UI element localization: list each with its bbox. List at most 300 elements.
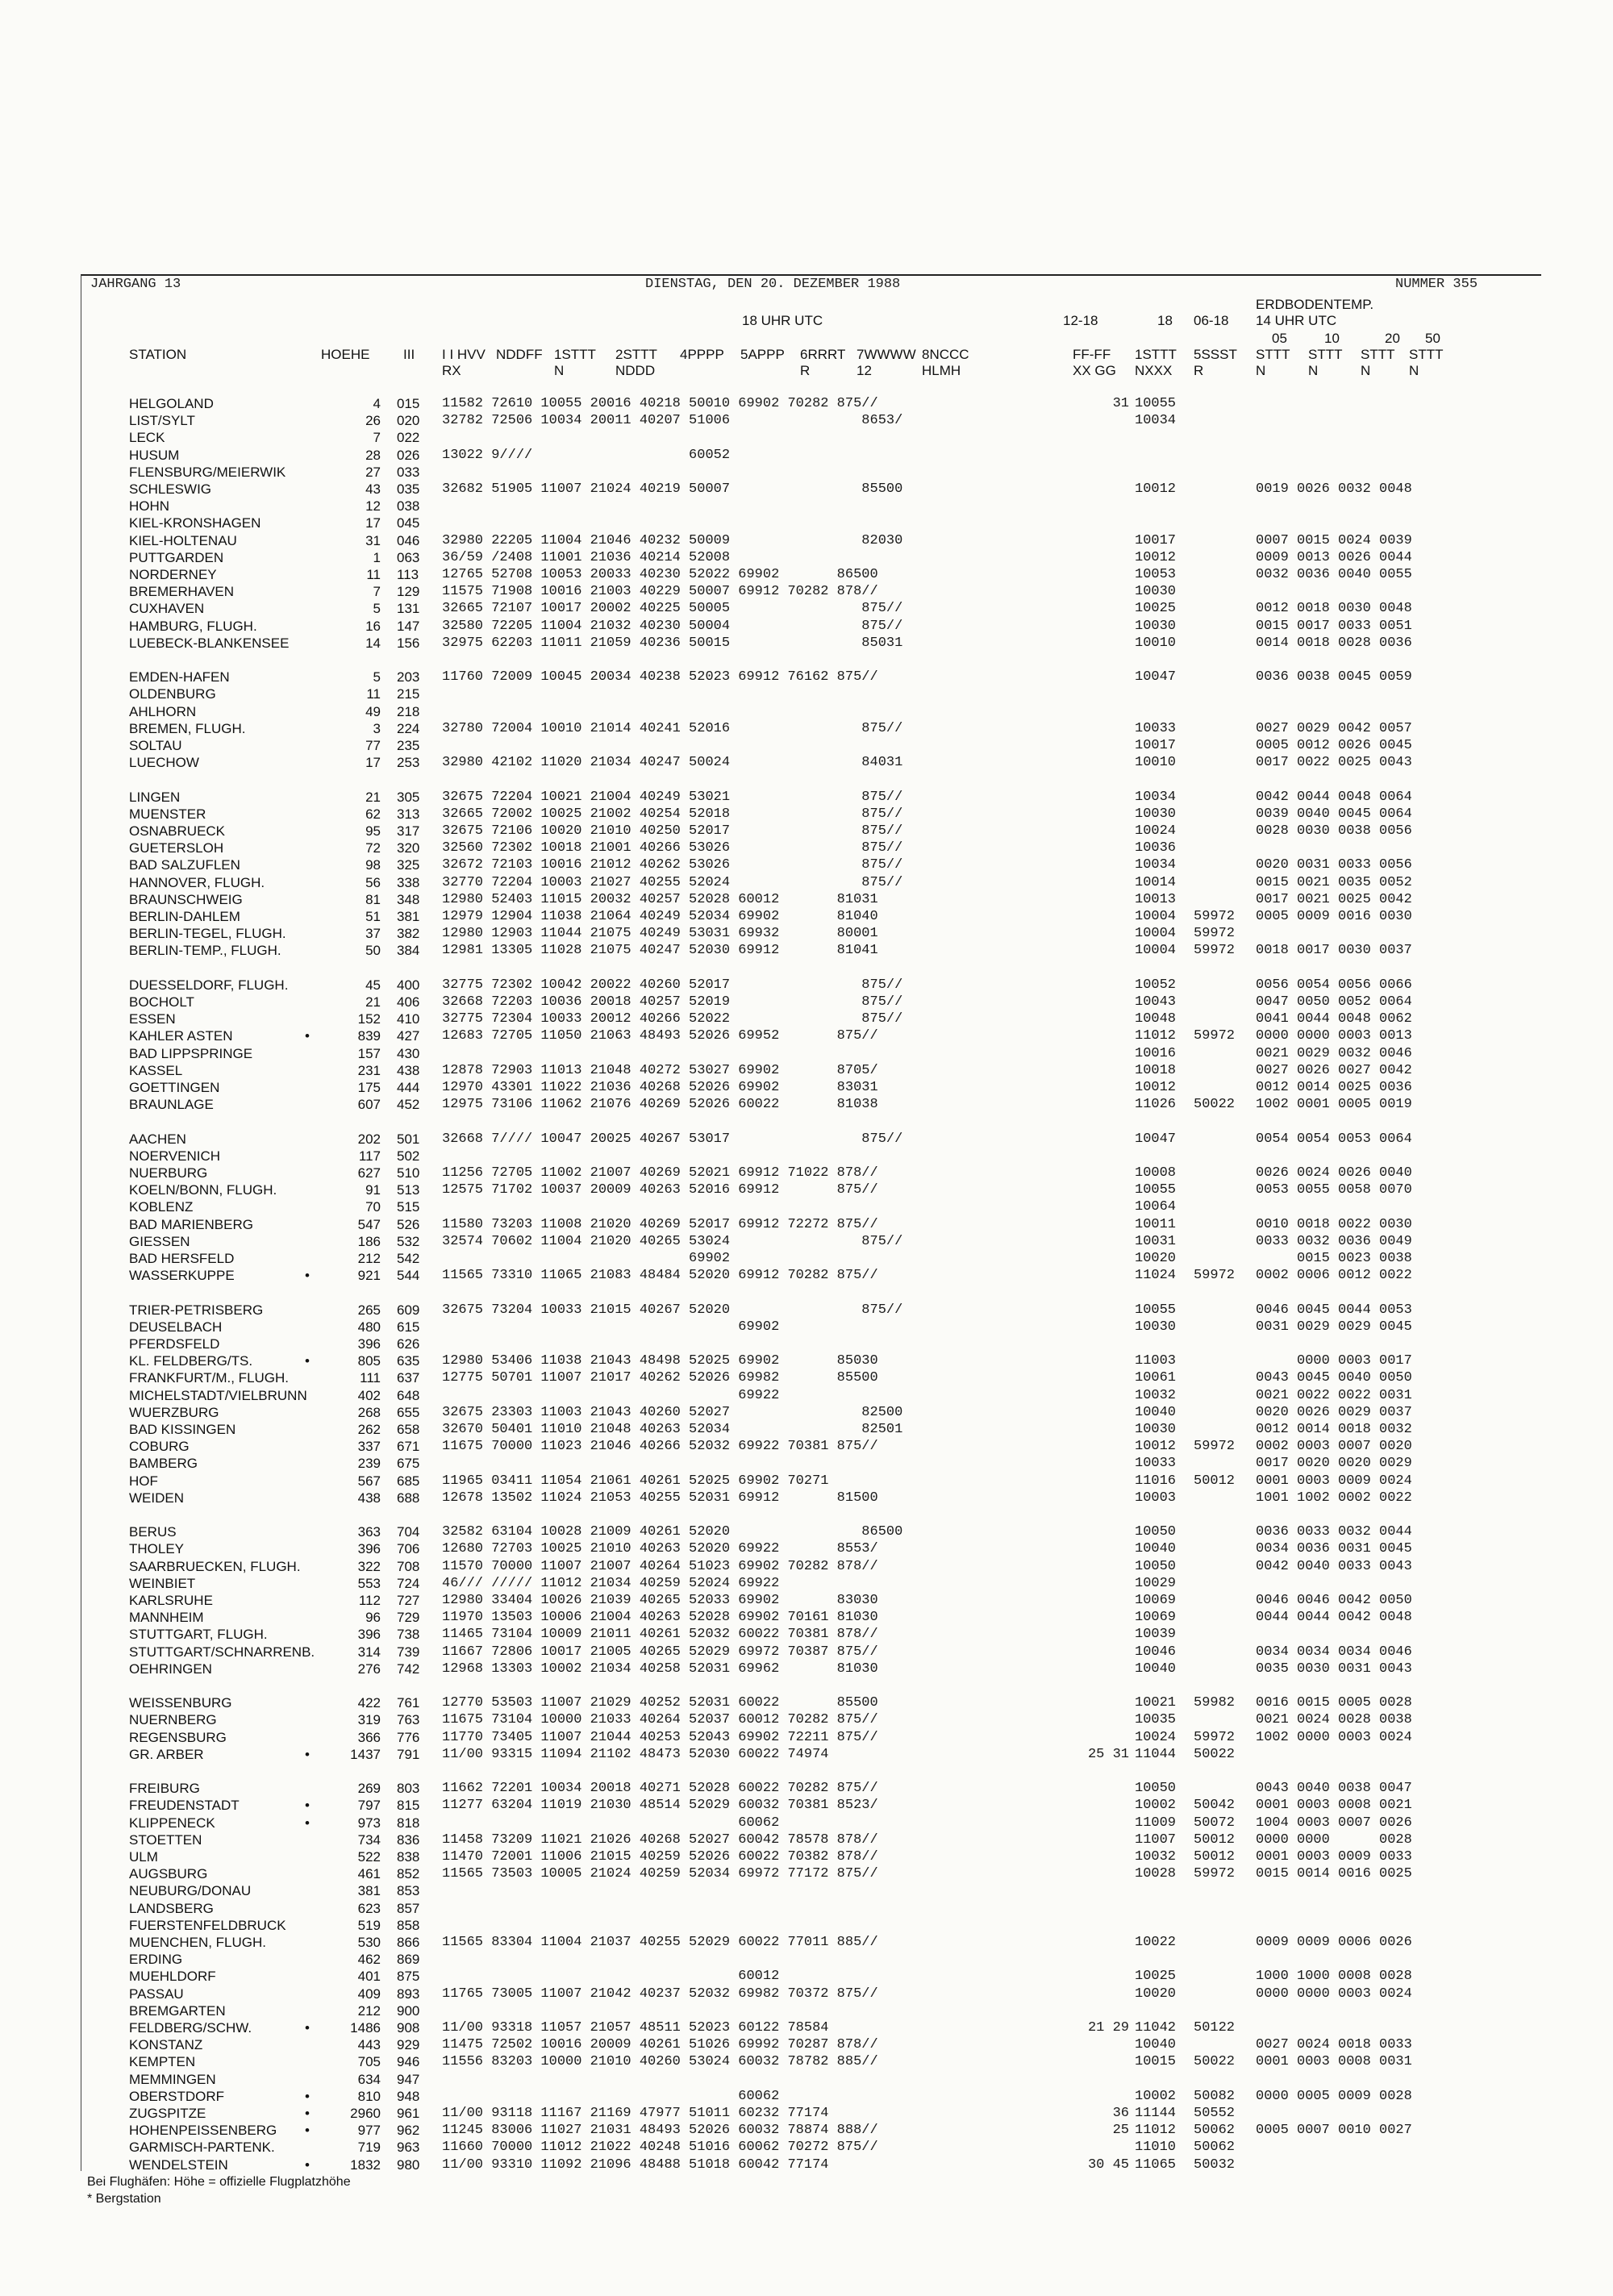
- synop-groups: 11565 73503 10005 21024 40259 52034 69972 77172 875//: [442, 1866, 878, 1882]
- temp-extreme: 10055: [1135, 1182, 1177, 1198]
- station-number: 729: [397, 1610, 420, 1626]
- station-height: 461: [357, 1866, 381, 1882]
- station-height: 977: [357, 2123, 381, 2139]
- station-name: HAMBURG, FLUGH.: [129, 618, 257, 634]
- soil-temps: 1004 0003 0007 0026: [1256, 1815, 1412, 1831]
- station-name: WUERZBURG: [129, 1404, 219, 1420]
- table-row: [0, 1369, 1613, 1387]
- temp-extreme: 10004: [1135, 926, 1177, 942]
- station-name: SOLTAU: [129, 738, 182, 753]
- synop-groups: 11675 70000 11023 21046 40266 52032 69922 70381 875//: [442, 1439, 878, 1455]
- temp-extreme: 10036: [1135, 840, 1177, 856]
- station-height: 72: [365, 840, 381, 856]
- table-row: [0, 1438, 1613, 1456]
- synop-groups: 32775 72304 10033 20012 40266 52022 875//: [442, 1011, 903, 1027]
- synop-groups: 32770 72204 10003 21027 40255 52024 875//: [442, 874, 903, 890]
- soil-temps: 0016 0015 0005 0028: [1256, 1695, 1412, 1711]
- col-group-9: 8NCCC HLMH: [922, 347, 969, 378]
- synop-groups: 36/59 /2408 11001 21036 40214 52008: [442, 549, 731, 565]
- synop-groups: 13022 9//// 60052: [442, 447, 731, 463]
- col-hoehe: HOEHE: [321, 347, 370, 362]
- station-number: 763: [397, 1712, 420, 1728]
- soil-col-1: STTT N: [1256, 347, 1290, 378]
- snow-group: 59972: [1194, 943, 1236, 959]
- station-name: WASSERKUPPE: [129, 1268, 235, 1284]
- station-height: 62: [365, 806, 381, 822]
- station-number: 635: [397, 1353, 420, 1369]
- table-row: [0, 823, 1613, 840]
- station-number: 444: [397, 1080, 420, 1095]
- temp-extreme: 11044: [1135, 1746, 1177, 1762]
- col-iii: III: [403, 347, 415, 362]
- station-height: 77: [365, 738, 381, 753]
- temp-extreme: 10040: [1135, 2037, 1177, 2053]
- table-row: [0, 2139, 1613, 2156]
- station-height: 37: [365, 926, 381, 942]
- temp-extreme: 10033: [1135, 720, 1177, 736]
- station-name: AACHEN: [129, 1131, 186, 1147]
- station-name: BERLIN-TEMP., FLUGH.: [129, 943, 281, 959]
- station-number: 400: [397, 977, 420, 993]
- temp-extreme: 10039: [1135, 1627, 1177, 1643]
- station-number: 063: [397, 549, 420, 565]
- station-name: KEMPTEN: [129, 2054, 196, 2070]
- table-row: [0, 412, 1613, 430]
- temp-extreme: 10029: [1135, 1575, 1177, 1591]
- depth-20: 20: [1385, 331, 1400, 346]
- soil-temps: 0021 0022 0022 0031: [1256, 1387, 1412, 1403]
- snow-group: 59972: [1194, 1268, 1236, 1284]
- station-number: 113: [397, 567, 419, 582]
- table-row: [0, 754, 1613, 772]
- temp-extreme: 10052: [1135, 977, 1177, 993]
- soil-temps: 0009 0013 0026 0044: [1256, 549, 1412, 565]
- col-group-1: I I HVV RX: [442, 347, 486, 378]
- soil-temps: 0001 0003 0009 0024: [1256, 1473, 1412, 1489]
- station-name: KIEL-HOLTENAU: [129, 532, 237, 548]
- soil-temps: 0005 0009 0016 0030: [1256, 909, 1412, 924]
- synop-groups: 32665 72107 10017 20002 40225 50005 875//: [442, 601, 903, 617]
- soil-temps: 0002 0006 0012 0022: [1256, 1268, 1412, 1284]
- snow-group: 50552: [1194, 2106, 1236, 2121]
- table-row: [0, 1986, 1613, 2003]
- temp-extreme: 10021: [1135, 1695, 1177, 1711]
- synop-groups: 32668 72203 10036 20018 40257 52019 875//: [442, 994, 903, 1010]
- synop-groups: 32672 72103 10016 21012 40262 53026 875//: [442, 857, 903, 873]
- station-number: 980: [397, 2156, 420, 2173]
- table-row: [0, 908, 1613, 926]
- synop-groups: 32580 72205 11004 21032 40230 50004 875//: [442, 618, 903, 634]
- soil-temps: 0019 0026 0032 0048: [1256, 481, 1412, 497]
- station-number: 253: [397, 755, 420, 771]
- synop-groups: 11760 72009 10045 20034 40238 52023 69912 76162 875//: [442, 669, 878, 685]
- table-row: [0, 549, 1613, 567]
- station-height: 634: [357, 2071, 381, 2087]
- station-height: 117: [358, 1148, 381, 1164]
- temp-extreme: 10002: [1135, 1798, 1177, 1814]
- station-name: LANDSBERG: [129, 1900, 214, 1916]
- station-number: 961: [397, 2106, 420, 2121]
- soil-temps: 0000 0005 0009 0028: [1256, 2088, 1412, 2104]
- soil-temps: 0033 0032 0036 0049: [1256, 1233, 1412, 1249]
- synop-groups: 11965 03411 11054 21061 40261 52025 69902 70271: [442, 1473, 829, 1489]
- snow-group: 50082: [1194, 2088, 1236, 2104]
- synop-groups: 12980 12903 11044 21075 40249 53031 69932 80001: [442, 926, 878, 942]
- station-name: CUXHAVEN: [129, 601, 205, 617]
- station-height: 91: [365, 1182, 381, 1198]
- station-number: 438: [397, 1062, 420, 1078]
- table-row: [0, 1455, 1613, 1473]
- table-row: [0, 1831, 1613, 1849]
- station-number: 742: [397, 1661, 420, 1677]
- table-row: [0, 635, 1613, 652]
- table-row: [0, 1626, 1613, 1644]
- synop-groups: 11465 73104 10009 21011 40261 52032 60022 70381 878//: [442, 1627, 878, 1643]
- station-number: 046: [397, 532, 420, 548]
- station-name: BERLIN-DAHLEM: [129, 909, 240, 924]
- snow-group: 50012: [1194, 1473, 1236, 1489]
- synop-groups: 11770 73405 11007 21044 40253 52043 69902 72211 875//: [442, 1729, 878, 1745]
- synop-groups: 32975 62203 11011 21059 40236 50015 85031: [442, 635, 903, 651]
- temp-extreme: 10010: [1135, 635, 1177, 651]
- station-height: 70: [365, 1199, 381, 1215]
- station-name: NOERVENICH: [129, 1148, 221, 1164]
- synop-groups: 12975 73106 11062 21076 40269 52026 60022 81038: [442, 1097, 878, 1113]
- soil-temps: 0015 0023 0038: [1256, 1251, 1412, 1266]
- station-name: EMDEN-HAFEN: [129, 669, 230, 685]
- station-number: 406: [397, 994, 420, 1010]
- station-height: 7: [373, 584, 381, 600]
- soil-temps: 0046 0046 0042 0050: [1256, 1593, 1412, 1608]
- station-number: 218: [397, 703, 420, 719]
- table-row: [0, 1934, 1613, 1952]
- station-height: 719: [357, 2140, 381, 2156]
- synop-groups: 32675 72106 10020 21010 40250 52017 875//: [442, 823, 903, 839]
- station-number: 963: [397, 2140, 420, 2156]
- station-name: GIESSEN: [129, 1233, 190, 1249]
- temp-extreme: 10016: [1135, 1045, 1177, 1061]
- station-height: 239: [357, 1456, 381, 1472]
- soil-temps: 0017 0022 0025 0043: [1256, 755, 1412, 771]
- station-number: 224: [397, 720, 420, 736]
- synop-groups: 32675 72204 10021 21004 40249 53021 875//: [442, 789, 903, 805]
- station-number: 313: [397, 806, 420, 822]
- col-group-8: 7WWWW 12: [857, 347, 916, 378]
- snow-group: 50022: [1194, 2054, 1236, 2070]
- synop-groups: 11470 72001 11006 21015 40259 52026 60022 70382 878//: [442, 1849, 878, 1865]
- station-number: 026: [397, 447, 420, 463]
- table-row: [0, 1404, 1613, 1422]
- station-height: 31: [365, 532, 381, 548]
- station-name: OEHRINGEN: [129, 1661, 212, 1677]
- station-name: MICHELSTADT/VIELBRUNN: [129, 1387, 307, 1403]
- temp-extreme: 10008: [1135, 1165, 1177, 1181]
- snow-group: 50062: [1194, 2123, 1236, 2139]
- station-number: 852: [397, 1866, 420, 1882]
- table-row: [0, 566, 1613, 584]
- station-name: BERLIN-TEGEL, FLUGH.: [129, 926, 286, 942]
- station-number: 724: [397, 1575, 420, 1591]
- soil-temps: 0027 0026 0027 0042: [1256, 1062, 1412, 1078]
- table-row: [0, 1250, 1613, 1268]
- synop-groups: 32682 51905 11007 21024 40219 50007 85500: [442, 481, 903, 497]
- station-height: 547: [357, 1216, 381, 1232]
- soil-temps: 0027 0024 0018 0033: [1256, 2037, 1412, 2053]
- table-row: [0, 1951, 1613, 1969]
- station-number: 515: [397, 1199, 420, 1215]
- station-number: 382: [397, 926, 420, 942]
- table-row: [0, 1815, 1613, 1832]
- synop-groups: 12981 13305 11028 21075 40247 52030 69912 81041: [442, 943, 878, 959]
- table-row: [0, 2105, 1613, 2123]
- snow-group: 50022: [1194, 1097, 1236, 1113]
- table-row: [0, 1284, 1613, 1302]
- temp-extreme: 10017: [1135, 532, 1177, 548]
- station-name: WENDELSTEIN: [129, 2156, 228, 2173]
- station-height: 5: [373, 669, 381, 685]
- table-row: [0, 2122, 1613, 2140]
- synop-groups: 12680 72703 10025 21010 40263 52020 69922 8553/: [442, 1541, 878, 1557]
- station-number: 761: [397, 1695, 420, 1711]
- table-row: [0, 789, 1613, 806]
- synop-groups: 11/00 93318 11057 21057 48511 52023 60122 78584: [442, 2020, 829, 2036]
- table-row: [0, 1848, 1613, 1866]
- station-number: 452: [397, 1097, 420, 1113]
- station-height: 734: [357, 1831, 381, 1848]
- station-name: ULM: [129, 1849, 158, 1865]
- table-row: [0, 1198, 1613, 1216]
- station-height: 319: [357, 1712, 381, 1728]
- station-number: 410: [397, 1011, 420, 1027]
- soil-temps: 1002 0001 0005 0019: [1256, 1097, 1412, 1113]
- station-name: GR. ARBER: [129, 1746, 204, 1762]
- synop-groups: 32670 50401 11010 21048 40263 52034 82501: [442, 1422, 903, 1437]
- station-name: ZUGSPITZE: [129, 2106, 206, 2121]
- station-name: BREMGARTEN: [129, 2002, 226, 2019]
- station-number: 875: [397, 1969, 420, 1985]
- synop-groups: 12970 43301 11022 21036 40268 52026 69902 83031: [442, 1080, 878, 1095]
- synop-groups: 11/00 93315 11094 21102 48473 52030 60022 74974: [442, 1746, 829, 1762]
- station-height: 111: [360, 1370, 381, 1386]
- temp-extreme: 10017: [1135, 738, 1177, 753]
- col-06-18: 06-18: [1194, 313, 1229, 328]
- synop-groups: 32582 63104 10028 21009 40261 52020 86500: [442, 1524, 903, 1540]
- temp-extreme: 10030: [1135, 618, 1177, 634]
- station-number: 513: [397, 1182, 420, 1198]
- table-row: [0, 1062, 1613, 1080]
- station-height: 7: [373, 430, 381, 446]
- table-row: [0, 1968, 1613, 1986]
- synop-groups: 11660 70000 11012 21022 40248 51016 60062 70272 875//: [442, 2140, 878, 2156]
- synop-groups: 11565 73310 11065 21083 48484 52020 69912 70282 875//: [442, 1268, 878, 1284]
- soil-temps: 0021 0024 0028 0038: [1256, 1712, 1412, 1728]
- synop-groups: 32668 7//// 10047 20025 40267 53017 875//: [442, 1131, 903, 1147]
- station-height: 43: [365, 481, 381, 497]
- station-number: 626: [397, 1336, 420, 1352]
- col-station: STATION: [129, 347, 187, 362]
- station-height: 17: [365, 515, 381, 531]
- soil-temps: 0001 0003 0008 0031: [1256, 2054, 1412, 2070]
- soil-temps: 1000 1000 0008 0028: [1256, 1969, 1412, 1985]
- snow-group: 59972: [1194, 926, 1236, 942]
- table-row: [0, 891, 1613, 909]
- station-name: SAARBRUECKEN, FLUGH.: [129, 1558, 301, 1574]
- station-number: 502: [397, 1148, 420, 1164]
- soil-temps: 0036 0038 0045 0059: [1256, 669, 1412, 685]
- soil-temps: 0026 0024 0026 0040: [1256, 1165, 1412, 1181]
- table-row: [0, 2156, 1613, 2174]
- station-height: 797: [357, 1798, 381, 1814]
- station-number: 739: [397, 1644, 420, 1660]
- table-row: [0, 1746, 1613, 1764]
- date-label: DIENSTAG, DEN 20. DEZEMBER 1988: [645, 277, 901, 292]
- soil-temps: 0043 0045 0040 0050: [1256, 1370, 1412, 1386]
- station-height: 337: [357, 1439, 381, 1455]
- station-height: 49: [365, 703, 381, 719]
- station-height: 26: [365, 413, 381, 429]
- station-height: 396: [357, 1541, 381, 1557]
- snow-group: 59982: [1194, 1695, 1236, 1711]
- station-number: 838: [397, 1849, 420, 1865]
- station-name: NORDERNEY: [129, 567, 217, 582]
- station-name: WEIDEN: [129, 1490, 184, 1506]
- temp-extreme: 11016: [1135, 1473, 1177, 1489]
- temp-extreme: 10014: [1135, 874, 1177, 890]
- station-number: 908: [397, 2020, 420, 2036]
- station-height: 1832: [350, 2156, 381, 2173]
- table-row: [0, 1711, 1613, 1729]
- table-row: [0, 1592, 1613, 1610]
- table-row: [0, 1917, 1613, 1935]
- soil-temps: 0020 0026 0029 0037: [1256, 1404, 1412, 1420]
- station-height: 231: [357, 1062, 381, 1078]
- table-row: [0, 2053, 1613, 2071]
- synop-groups: 11765 73005 11007 21042 40237 52032 69982 70372 875//: [442, 1986, 878, 2002]
- station-height: 402: [357, 1387, 381, 1403]
- station-number: 317: [397, 823, 420, 839]
- station-number: 532: [397, 1233, 420, 1249]
- station-name: BAD MARIENBERG: [129, 1216, 253, 1232]
- station-number: 320: [397, 840, 420, 856]
- station-height: 81: [365, 891, 381, 907]
- station-height: 839: [357, 1028, 381, 1044]
- station-number: 866: [397, 1935, 420, 1950]
- station-name: HUSUM: [129, 447, 180, 463]
- issue-number: NUMMER 355: [1395, 277, 1478, 292]
- volume-label: JAHRGANG 13: [90, 277, 181, 292]
- soil-temps: 0047 0050 0052 0064: [1256, 994, 1412, 1010]
- station-height: 5: [373, 601, 381, 617]
- station-name: KOELN/BONN, FLUGH.: [129, 1182, 277, 1198]
- table-row: [0, 1352, 1613, 1370]
- station-number: 648: [397, 1387, 420, 1403]
- temp-extreme: 11042: [1135, 2020, 1177, 2036]
- table-row: [0, 1319, 1613, 1336]
- station-name: NUERBURG: [129, 1165, 208, 1181]
- temp-extreme: 10043: [1135, 994, 1177, 1010]
- soil-temps: 0027 0029 0042 0057: [1256, 720, 1412, 736]
- temp-extreme: 11010: [1135, 2140, 1177, 2156]
- temp-extreme: 10048: [1135, 1011, 1177, 1027]
- station-height: 152: [357, 1011, 381, 1027]
- temp-extreme: 10053: [1135, 567, 1177, 582]
- soil-temps: 0015 0014 0016 0025: [1256, 1866, 1412, 1882]
- table-row: [0, 1302, 1613, 1319]
- table-row: [0, 840, 1613, 857]
- temp-extreme: 10061: [1135, 1370, 1177, 1386]
- station-number: 776: [397, 1729, 420, 1745]
- station-height: 921: [357, 1268, 381, 1284]
- table-row: [0, 925, 1613, 943]
- mountain-station-mark: •: [305, 1028, 310, 1044]
- station-name: KIEL-KRONSHAGEN: [129, 515, 261, 531]
- station-height: 212: [357, 1251, 381, 1266]
- utc-18-heading: 18 UHR UTC: [742, 313, 823, 328]
- table-row: [0, 1473, 1613, 1490]
- table-row: [0, 977, 1613, 994]
- temp-extreme: 10034: [1135, 413, 1177, 429]
- mountain-station-mark: •: [305, 2020, 310, 2036]
- station-height: 212: [357, 2002, 381, 2019]
- station-number: 929: [397, 2037, 420, 2053]
- station-name: BOCHOLT: [129, 994, 194, 1010]
- temp-extreme: 10020: [1135, 1986, 1177, 2002]
- soil-temps: 0002 0003 0007 0020: [1256, 1439, 1412, 1455]
- snow-group: 59972: [1194, 1866, 1236, 1882]
- table-row: [0, 395, 1613, 413]
- snow-group: 59972: [1194, 1439, 1236, 1455]
- station-name: BAD HERSFELD: [129, 1251, 235, 1266]
- gust-values: 25 31: [1087, 1746, 1129, 1762]
- temp-extreme: 10020: [1135, 1251, 1177, 1266]
- station-number: 948: [397, 2088, 420, 2104]
- synop-groups: 11570 70000 11007 21007 40264 51023 69902 70282 878//: [442, 1558, 878, 1574]
- soil-temps: 0017 0020 0020 0029: [1256, 1456, 1412, 1472]
- soil-temps: 0009 0009 0006 0026: [1256, 1935, 1412, 1950]
- table-row: [0, 652, 1613, 669]
- temp-extreme: 10025: [1135, 1969, 1177, 1985]
- station-number: 381: [397, 909, 420, 924]
- soil-col-3: STTT N: [1361, 347, 1395, 378]
- station-height: 401: [357, 1969, 381, 1985]
- table-row: [0, 856, 1613, 874]
- station-name: LECK: [129, 430, 165, 446]
- station-name: STUTTGART/SCHNARRENB.: [129, 1644, 315, 1660]
- synop-groups: 32980 42102 11020 21034 40247 50024 84031: [442, 755, 903, 771]
- station-name: HOHENPEISSENBERG: [129, 2123, 277, 2139]
- table-row: [0, 1010, 1613, 1028]
- station-number: 947: [397, 2071, 420, 2087]
- soil-col-2: STTT N: [1308, 347, 1343, 378]
- synop-groups: 32574 70602 11004 21020 40265 53024 875//: [442, 1233, 903, 1249]
- station-name: DEUSELBACH: [129, 1319, 223, 1335]
- temp-extreme: 10050: [1135, 1524, 1177, 1540]
- station-name: MANNHEIM: [129, 1610, 204, 1626]
- station-height: 314: [357, 1644, 381, 1660]
- station-name: STOETTEN: [129, 1831, 202, 1848]
- station-number: 858: [397, 1917, 420, 1933]
- station-height: 973: [357, 1815, 381, 1831]
- temp-extreme: 11003: [1135, 1353, 1177, 1369]
- temp-extreme: 10035: [1135, 1712, 1177, 1728]
- mountain-station-mark: •: [305, 2106, 310, 2121]
- station-number: 131: [397, 601, 420, 617]
- synop-groups: 32782 72506 10034 20011 40207 51006 8653/: [442, 413, 903, 429]
- station-name: KONSTANZ: [129, 2037, 203, 2053]
- synop-groups: 11556 83203 10000 21010 40260 53024 60032 78782 885//: [442, 2054, 878, 2070]
- station-number: 708: [397, 1558, 420, 1574]
- synop-groups: 32775 72302 10042 20022 40260 52017 875//: [442, 977, 903, 993]
